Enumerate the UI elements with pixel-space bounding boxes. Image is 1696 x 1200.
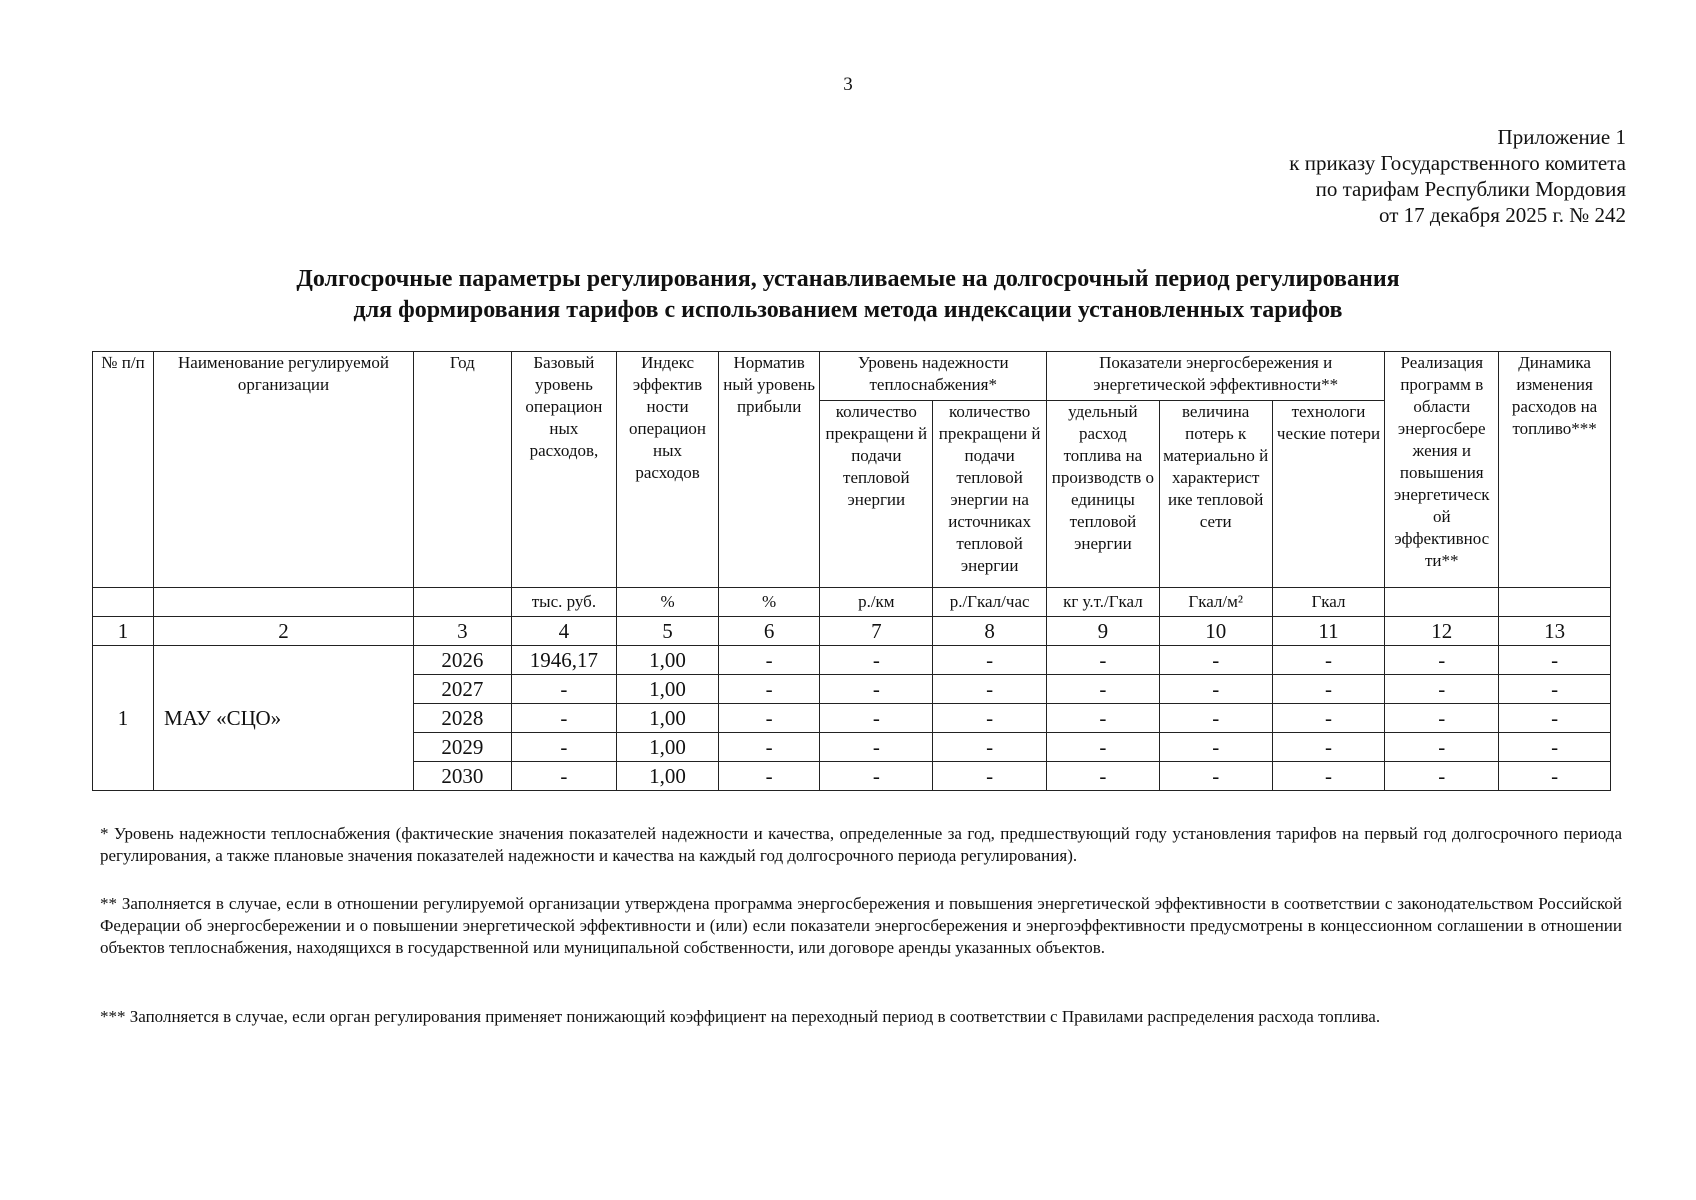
header-energy-saving: Показатели энергосбережения и энергетической эффективности**	[1047, 352, 1385, 401]
units-blank	[153, 588, 413, 617]
organization-name: МАУ «СЦО»	[153, 646, 413, 791]
base-cell: -	[511, 733, 617, 762]
value-cell: -	[820, 733, 933, 762]
value-cell: -	[933, 733, 1047, 762]
value-cell: -	[1159, 762, 1272, 791]
value-cell: -	[718, 675, 820, 704]
column-numbers-row	[93, 617, 1611, 646]
value-cell: -	[933, 762, 1047, 791]
parameters-table	[92, 351, 1611, 791]
value-cell: -	[1385, 762, 1499, 791]
footnote-3: *** Заполняется в случае, если орган регулирования применяет понижающий коэффициент на переходный период в соответствии с Правилами распределения расхода топлива.	[100, 1007, 1381, 1026]
value-cell: -	[718, 733, 820, 762]
value-cell: -	[1385, 646, 1499, 675]
unit-cell: Гкал/м²	[1159, 588, 1272, 617]
value-cell: -	[1272, 733, 1385, 762]
unit-cell: р./Гкал/час	[933, 588, 1047, 617]
header-year: Год	[414, 352, 512, 588]
unit-cell: тыс. руб.	[511, 588, 617, 617]
value-cell: -	[718, 704, 820, 733]
col-number: 6	[718, 617, 820, 646]
index-cell: 1,00	[617, 733, 719, 762]
col-number: 13	[1499, 617, 1611, 646]
value-cell: -	[1159, 646, 1272, 675]
unit-cell	[1385, 588, 1499, 617]
value-cell: -	[1385, 675, 1499, 704]
header-reliability-b: количество прекращени й подачи тепловой энергии на источниках тепловой энергии	[933, 401, 1047, 588]
appendix-block	[1289, 124, 1626, 228]
header-reliability: Уровень надежности теплоснабжения*	[820, 352, 1047, 401]
value-cell: -	[820, 704, 933, 733]
col-number: 3	[414, 617, 512, 646]
units-blank	[414, 588, 512, 617]
unit-cell: %	[718, 588, 820, 617]
value-cell: -	[1385, 733, 1499, 762]
value-cell: -	[820, 675, 933, 704]
base-cell: -	[511, 675, 617, 704]
header-num: № п/п	[93, 352, 154, 588]
value-cell: -	[1272, 675, 1385, 704]
units-blank	[93, 588, 154, 617]
value-cell: -	[1499, 704, 1611, 733]
appendix-line-3: по тарифам Республики Мордовия	[1315, 177, 1626, 201]
header-reliability-a: количество прекращени й подачи тепловой энергии	[820, 401, 933, 588]
header-energy-c: технологи ческие потери	[1272, 401, 1385, 588]
col-number: 8	[933, 617, 1047, 646]
page-number: 3	[843, 74, 853, 95]
unit-cell	[1499, 588, 1611, 617]
value-cell: -	[1272, 704, 1385, 733]
index-cell: 1,00	[617, 646, 719, 675]
index-cell: 1,00	[617, 675, 719, 704]
header-base-level: Базовый уровень операцион ных расходов,	[511, 352, 617, 588]
appendix-line-1: Приложение 1	[1497, 125, 1626, 149]
year-cell: 2030	[414, 762, 512, 791]
value-cell: -	[718, 646, 820, 675]
table-row	[93, 646, 1611, 675]
col-number: 2	[153, 617, 413, 646]
value-cell: -	[718, 762, 820, 791]
header-profit-norm: Норматив ный уровень прибыли	[718, 352, 820, 588]
index-cell: 1,00	[617, 704, 719, 733]
value-cell: -	[933, 646, 1047, 675]
header-org: Наименование регулируемой организации	[153, 352, 413, 588]
unit-cell: кг у.т./Гкал	[1047, 588, 1160, 617]
value-cell: -	[1499, 733, 1611, 762]
unit-cell: Гкал	[1272, 588, 1385, 617]
value-cell: -	[1499, 675, 1611, 704]
value-cell: -	[1159, 733, 1272, 762]
col-number: 12	[1385, 617, 1499, 646]
value-cell: -	[1159, 704, 1272, 733]
header-fuel-dynamics: Динамика изменения расходов на топливо***	[1499, 352, 1611, 588]
value-cell: -	[1385, 704, 1499, 733]
appendix-line-4: от 17 декабря 2025 г. № 242	[1379, 203, 1626, 227]
value-cell: -	[1159, 675, 1272, 704]
value-cell: -	[1272, 762, 1385, 791]
base-cell: -	[511, 704, 617, 733]
header-programs: Реализация программ в области энергосбере жения и повышения энергетическ ой эффективнос ти**	[1385, 352, 1499, 588]
value-cell: -	[1499, 646, 1611, 675]
base-cell: -	[511, 762, 617, 791]
footnote-1: * Уровень надежности теплоснабжения (фактические значения показателей надежности и качества, определенные за год, предшествующий году установления тарифов на первый год долгосрочного периода регулирования, а также плановые значения показателей надежности и качества на каждый год долгосрочного периода регулирования).	[100, 824, 1622, 865]
unit-cell: р./км	[820, 588, 933, 617]
year-cell: 2027	[414, 675, 512, 704]
header-energy-a: удельный расход топлива на производств о единицы тепловой энергии	[1047, 401, 1160, 588]
col-number: 10	[1159, 617, 1272, 646]
footnote-2: ** Заполняется в случае, если в отношении регулируемой организации утверждена программа энергосбережения и повышения энергетической эффективности в соответствии с законодательством Российской Федерации об энергосбережении и о повышении энергетической эффективности и (или) если показатели энергосбережения и энергоэффективности предусмотрены в концессионном соглашении в отношении объектов теплоснабжения, находящихся в государственной или муниципальной собственности, или договоре аренды указанных объектов.	[100, 894, 1622, 957]
year-cell: 2028	[414, 704, 512, 733]
col-number: 1	[93, 617, 154, 646]
year-cell: 2029	[414, 733, 512, 762]
col-number: 4	[511, 617, 617, 646]
title-line-1: Долгосрочные параметры регулирования, устанавливаемые на долгосрочный период регулирования	[296, 266, 1400, 292]
base-cell: 1946,17	[511, 646, 617, 675]
value-cell: -	[1272, 646, 1385, 675]
header-energy-b: величина потерь к материально й характерист ике тепловой сети	[1159, 401, 1272, 588]
header-row-1	[93, 352, 1611, 401]
value-cell: -	[820, 762, 933, 791]
document-title	[0, 264, 1696, 326]
units-row	[93, 588, 1611, 617]
title-line-2: для формирования тарифов с использованием метода индексации установленных тарифов	[353, 297, 1343, 323]
value-cell: -	[933, 704, 1047, 733]
value-cell: -	[1499, 762, 1611, 791]
value-cell: -	[1047, 762, 1160, 791]
col-number: 9	[1047, 617, 1160, 646]
unit-cell: %	[617, 588, 719, 617]
value-cell: -	[1047, 646, 1160, 675]
appendix-line-2: к приказу Государственного комитета	[1289, 151, 1626, 175]
value-cell: -	[820, 646, 933, 675]
value-cell: -	[1047, 675, 1160, 704]
col-number: 11	[1272, 617, 1385, 646]
year-cell: 2026	[414, 646, 512, 675]
col-number: 5	[617, 617, 719, 646]
value-cell: -	[1047, 704, 1160, 733]
value-cell: -	[933, 675, 1047, 704]
index-cell: 1,00	[617, 762, 719, 791]
header-efficiency-index: Индекс эффектив ности операцион ных расходов	[617, 352, 719, 588]
value-cell: -	[1047, 733, 1160, 762]
row-number: 1	[93, 646, 154, 791]
col-number: 7	[820, 617, 933, 646]
